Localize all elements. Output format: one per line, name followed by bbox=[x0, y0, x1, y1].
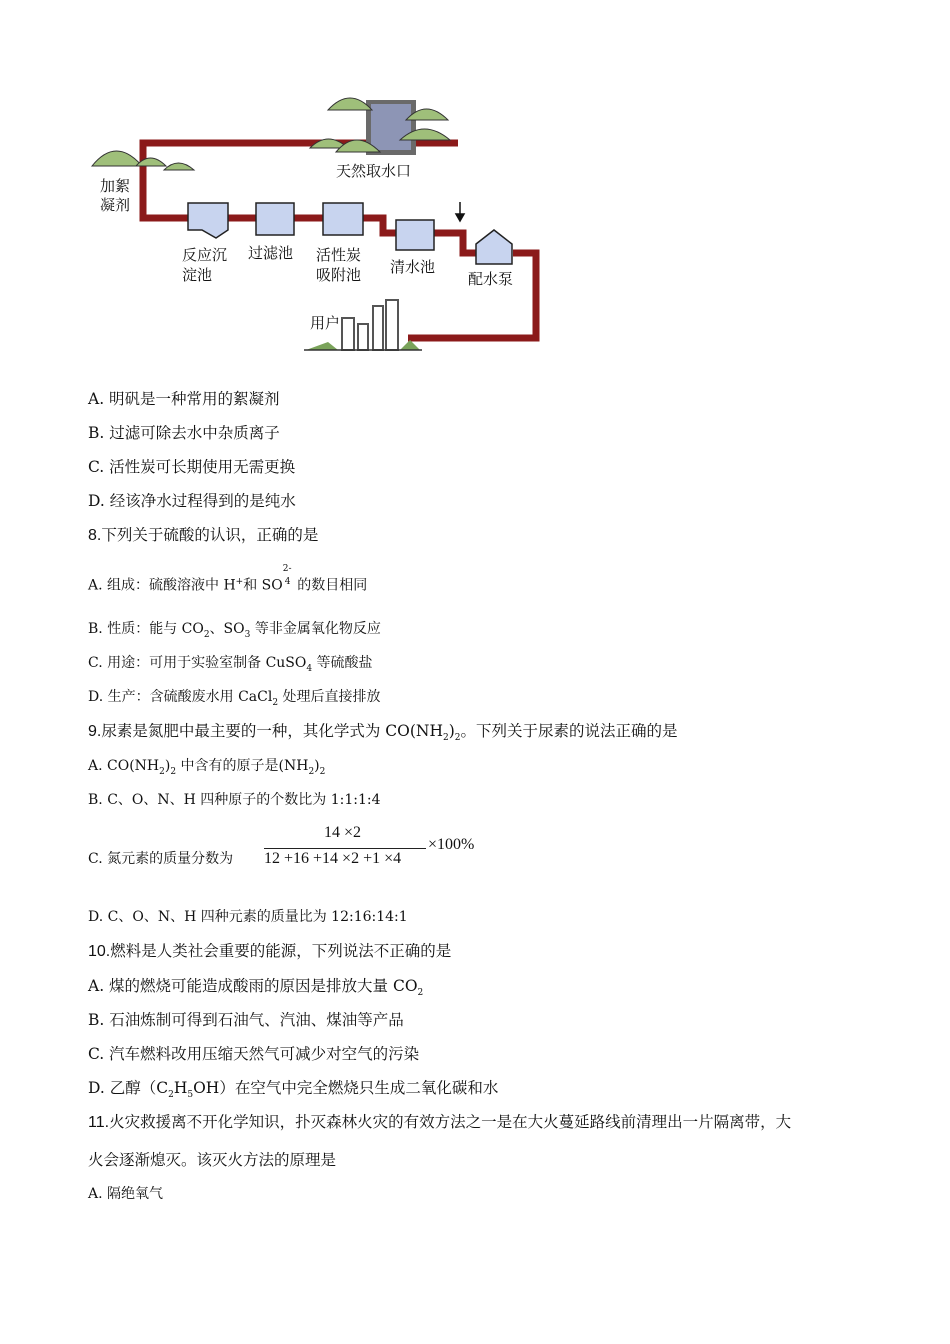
q9-option-d: D. C、O、N、H 四种元素的质量比为 12:16:14:1 bbox=[88, 909, 408, 925]
tank-reaction-sedimentation bbox=[188, 203, 228, 238]
q7-option-c: C. 活性炭可长期使用无需更换 bbox=[88, 458, 296, 476]
label-tank2: 过滤池 bbox=[248, 244, 294, 262]
tank-clean-water bbox=[396, 220, 434, 250]
label-source: 天然取水口 bbox=[336, 162, 412, 180]
q9-option-a: A. $CO(NH_2)_2$ 中含有的原子是$(NH_2)_2$ bbox=[88, 758, 326, 777]
q8-option-a: A. 组成：硫酸溶液中 H+和 SO 2- 4 的数目相同 bbox=[88, 564, 368, 594]
q10-option-a: A. 煤的燃烧可能造成酸雨的原因是排放大量 $CO_2$ bbox=[88, 977, 424, 999]
q11-number: 11. bbox=[88, 1114, 110, 1131]
q8-stem-text: 下列关于硫酸的认识，正确的是 bbox=[101, 526, 319, 544]
q8-number: 8. bbox=[88, 527, 102, 544]
q8-option-b: B. 性质：能与 $CO_2$、$SO_3$ 等非金属氧化物反应 bbox=[88, 621, 381, 640]
q10-option-d: D. 乙醇$(C_2H_5OH)$在空气中完全燃烧只生成二氧化碳和水 bbox=[88, 1079, 499, 1101]
label-tank1-2: 淀池 bbox=[182, 266, 213, 284]
q9-number: 9. bbox=[88, 723, 102, 740]
water-purification-diagram bbox=[88, 88, 558, 358]
q11-option-a: A. 隔绝氧气 bbox=[88, 1186, 164, 1202]
q7-option-b: B. 过滤可除去水中杂质离子 bbox=[88, 424, 280, 442]
q10-stem: 10.燃料是人类社会重要的能源，下列说法不正确的是 bbox=[88, 942, 452, 960]
fraction-bar bbox=[264, 848, 426, 849]
q11-stem-line1: 11.火灾救援离不开化学知识，扑灭森林火灾的有效方法之一是在大火蔓延路线前清理出一片隔离带，大 bbox=[88, 1113, 792, 1131]
q9-option-c: C. 氮元素的质量分数为 bbox=[88, 851, 234, 867]
fraction-numerator: 14 ×2 bbox=[324, 824, 362, 841]
down-arrow-icon bbox=[456, 202, 464, 221]
q8-option-d: D. 生产：含硫酸废水用 CaCl$_2$ 处理后直接排放 bbox=[88, 689, 381, 708]
label-tank4: 清水池 bbox=[390, 258, 436, 276]
q10-number: 10. bbox=[88, 943, 111, 960]
q7-option-a: A. 明矾是一种常用的絮凝剂 bbox=[88, 390, 280, 408]
pump-house bbox=[476, 230, 512, 264]
label-coagulant-1: 加絮 bbox=[100, 177, 131, 195]
fraction-denominator: 12 +16 +14 ×2 +1 ×4 bbox=[264, 850, 402, 867]
label-tank1-1: 反应沉 bbox=[182, 246, 228, 264]
label-pump: 配水泵 bbox=[468, 270, 514, 288]
label-coagulant-2: 凝剂 bbox=[100, 196, 131, 214]
tank-filtration bbox=[256, 203, 294, 235]
fraction-percent: ×100% bbox=[428, 836, 475, 853]
label-users: 用户 bbox=[310, 314, 341, 332]
label-tank3-2: 吸附池 bbox=[316, 266, 362, 284]
q10-option-c: C. 汽车燃料改用压缩天然气可减少对空气的污染 bbox=[88, 1045, 420, 1063]
q11-stem-line2: 火会逐渐熄灭。该灭火方法的原理是 bbox=[88, 1151, 337, 1169]
q9-option-b: B. C、O、N、H 四种原子的个数比为 1:1:1:4 bbox=[88, 792, 381, 808]
q9-stem: 9.尿素是氮肥中最主要的一种，其化学式为 $CO(NH_2)_2$。下列关于尿素的说法正确的是 bbox=[88, 722, 678, 744]
q8-stem bbox=[88, 525, 318, 546]
q10-option-b: B. 石油炼制可得到石油气、汽油、煤油等产品 bbox=[88, 1011, 404, 1029]
tank-activated-carbon bbox=[323, 203, 363, 235]
q8-option-c: C. 用途：可用于实验室制备 CuSO$_4$ 等硫酸盐 bbox=[88, 655, 373, 674]
q7-option-d: D. 经该净水过程得到的是纯水 bbox=[88, 492, 296, 510]
label-tank3-1: 活性炭 bbox=[316, 246, 362, 264]
